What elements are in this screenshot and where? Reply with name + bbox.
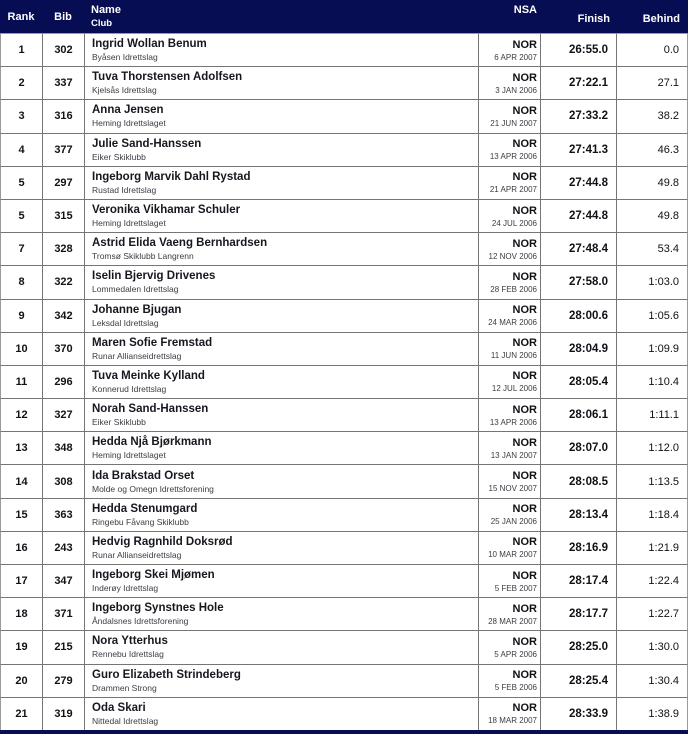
finish-time-cell: 28:25.4	[541, 665, 617, 697]
athlete-name: Ingeborg Marvik Dahl Rystad	[92, 170, 251, 183]
behind-time-cell: 1:10.4	[648, 375, 679, 388]
athlete-name: Norah Sand-Hanssen	[92, 403, 209, 416]
club-name: Åndalsnes Idrettsforening	[92, 616, 189, 627]
club-name: Konnerud Idrettslag	[92, 383, 167, 394]
finish-time-cell: 28:07.0	[541, 432, 617, 464]
rank-cell: 21	[1, 698, 43, 730]
nsa-cell	[479, 200, 541, 232]
rank-cell: 5	[1, 167, 43, 199]
rank-cell: 18	[1, 598, 43, 630]
finish-time-cell: 27:58.0	[541, 266, 617, 298]
table-row	[0, 432, 688, 465]
birth-date: 13 JAN 2007	[490, 450, 537, 460]
header-nsa: NSA	[513, 4, 537, 16]
athlete-name: Oda Skari	[92, 701, 146, 714]
header-bib: Bib	[54, 10, 72, 23]
table-row	[0, 333, 688, 366]
nsa-cell	[479, 665, 541, 697]
nsa-cell	[479, 598, 541, 630]
nsa-cell	[479, 67, 541, 99]
behind-time-cell: 49.8	[657, 176, 679, 189]
bib-cell: 316	[43, 100, 85, 132]
name-club-cell	[85, 134, 479, 166]
behind-time-cell: 1:12.0	[648, 442, 679, 455]
bib-cell: 347	[43, 565, 85, 597]
athlete-name: Ingeborg Synstnes Hole	[92, 602, 224, 615]
table-row	[0, 134, 688, 167]
birth-date: 18 MAR 2007	[488, 716, 537, 726]
header-club: Club	[91, 18, 113, 29]
table-row	[0, 233, 688, 266]
behind-time-cell: 53.4	[657, 243, 679, 256]
athlete-name: Ida Brakstad Orset	[92, 469, 195, 482]
name-club-cell	[85, 200, 479, 232]
club-name: Heming Idrettslaget	[92, 118, 166, 129]
finish-time-cell: 28:16.9	[541, 532, 617, 564]
behind-time-cell: 1:09.9	[648, 342, 679, 355]
finish-time-cell: 28:25.0	[541, 631, 617, 663]
nsa-cell	[479, 432, 541, 464]
birth-date: 5 FEB 2006	[494, 683, 537, 693]
finish-time-cell: 28:33.9	[541, 698, 617, 730]
birth-date: 11 JUN 2006	[490, 351, 537, 361]
finish-time-cell: 28:04.9	[541, 333, 617, 365]
bib-cell: 302	[43, 34, 85, 66]
name-club-cell	[85, 631, 479, 663]
birth-date: 12 NOV 2006	[488, 251, 537, 261]
birth-date: 24 JUL 2006	[491, 218, 537, 228]
nsa-code: NOR	[512, 204, 537, 217]
rank-cell: 13	[1, 432, 43, 464]
athlete-name: Tuva Thorstensen Adolfsen	[92, 71, 243, 84]
behind-time-cell: 1:11.1	[649, 409, 679, 422]
rank-cell: 4	[1, 134, 43, 166]
table-row	[0, 631, 688, 664]
name-club-cell	[85, 565, 479, 597]
table-row	[0, 532, 688, 565]
nsa-code: NOR	[512, 370, 537, 383]
birth-date: 3 JAN 2006	[495, 85, 537, 95]
name-club-cell	[85, 167, 479, 199]
finish-time-cell: 27:44.8	[541, 167, 617, 199]
header-rank: Rank	[7, 10, 35, 23]
behind-time-cell: 1:13.5	[648, 475, 679, 488]
table-row	[0, 34, 688, 67]
club-name: Eiker Skiklubb	[92, 417, 146, 428]
table-row	[0, 565, 688, 598]
bib-cell: 297	[43, 167, 85, 199]
bib-cell: 337	[43, 67, 85, 99]
club-name: Heming Idrettslaget	[92, 218, 166, 229]
finish-time-cell: 27:33.2	[541, 100, 617, 132]
name-club-cell	[85, 266, 479, 298]
birth-date: 21 APR 2007	[489, 185, 537, 195]
nsa-code: NOR	[512, 635, 537, 648]
bib-cell: 315	[43, 200, 85, 232]
finish-time-cell: 28:17.7	[541, 598, 617, 630]
name-club-cell	[85, 499, 479, 531]
rank-cell: 12	[1, 399, 43, 431]
nsa-code: NOR	[512, 38, 537, 51]
birth-date: 13 APR 2006	[489, 152, 537, 162]
athlete-name: Astrid Elida Vaeng Bernhardsen	[92, 237, 268, 250]
behind-time-cell: 49.8	[657, 210, 679, 223]
table-row	[0, 598, 688, 631]
table-body	[0, 33, 688, 730]
bib-cell: 377	[43, 134, 85, 166]
athlete-name: Hedda Njå Bjørkmann	[92, 436, 212, 449]
name-club-cell	[85, 100, 479, 132]
nsa-cell	[479, 465, 541, 497]
name-club-cell	[85, 432, 479, 464]
behind-time-cell: 1:38.9	[648, 707, 679, 720]
table-row	[0, 300, 688, 333]
nsa-cell	[479, 399, 541, 431]
rank-cell: 11	[1, 366, 43, 398]
nsa-cell	[479, 34, 541, 66]
bib-cell: 342	[43, 300, 85, 332]
nsa-code: NOR	[512, 702, 537, 715]
birth-date: 5 FEB 2007	[494, 583, 537, 593]
finish-time-cell: 28:00.6	[541, 300, 617, 332]
table-row	[0, 399, 688, 432]
rank-cell: 1	[1, 34, 43, 66]
name-club-cell	[85, 532, 479, 564]
athlete-name: Ingrid Wollan Benum	[92, 38, 207, 51]
club-name: Heming Idrettslaget	[92, 450, 166, 461]
club-name: Byåsen Idrettslag	[92, 52, 158, 63]
birth-date: 6 APR 2007	[494, 52, 537, 62]
nsa-code: NOR	[512, 503, 537, 516]
header-behind: Behind	[642, 12, 680, 25]
club-name: Eiker Skiklubb	[92, 151, 146, 162]
birth-date: 15 NOV 2007	[488, 484, 537, 494]
birth-date: 5 APR 2006	[494, 649, 537, 659]
club-name: Inderøy Idrettslag	[92, 583, 159, 594]
nsa-cell	[479, 366, 541, 398]
club-name: Nittedal Idrettslag	[92, 715, 159, 726]
birth-date: 21 JUN 2007	[490, 118, 537, 128]
birth-date: 13 APR 2006	[489, 417, 537, 427]
bib-cell: 243	[43, 532, 85, 564]
nsa-code: NOR	[512, 138, 537, 151]
name-club-cell	[85, 465, 479, 497]
bib-cell: 322	[43, 266, 85, 298]
nsa-cell	[479, 233, 541, 265]
athlete-name: Iselin Bjervig Drivenes	[92, 270, 216, 283]
club-name: Runar Allianseidrettslag	[92, 350, 182, 361]
header-finish: Finish	[577, 12, 610, 25]
nsa-code: NOR	[512, 470, 537, 483]
behind-time-cell: 38.2	[657, 110, 679, 123]
bib-cell: 328	[43, 233, 85, 265]
behind-time-cell: 1:21.9	[648, 541, 679, 554]
club-name: Drammen Strong	[92, 682, 157, 693]
bib-cell: 215	[43, 631, 85, 663]
bib-cell: 348	[43, 432, 85, 464]
nsa-cell	[479, 333, 541, 365]
table-row	[0, 266, 688, 299]
nsa-code: NOR	[512, 104, 537, 117]
header-name: Name	[91, 4, 121, 16]
name-club-cell	[85, 399, 479, 431]
table-row	[0, 465, 688, 498]
table-row	[0, 366, 688, 399]
birth-date: 24 MAR 2006	[488, 318, 537, 328]
table-row	[0, 67, 688, 100]
club-name: Tromsø Skiklubb Langrenn	[92, 251, 194, 262]
athlete-name: Anna Jensen	[92, 104, 164, 117]
nsa-code: NOR	[512, 71, 537, 84]
club-name: Runar Allianseidrettslag	[92, 549, 182, 560]
behind-time-cell: 1:05.6	[648, 309, 679, 322]
nsa-cell	[479, 698, 541, 730]
table-header-row	[0, 0, 688, 33]
bib-cell: 308	[43, 465, 85, 497]
name-club-cell	[85, 366, 479, 398]
nsa-cell	[479, 532, 541, 564]
bib-cell: 319	[43, 698, 85, 730]
birth-date: 28 MAR 2007	[488, 616, 537, 626]
athlete-name: Guro Elizabeth Strindeberg	[92, 668, 241, 681]
athlete-name: Tuva Meinke Kylland	[92, 369, 205, 382]
club-name: Leksdal Idrettslag	[92, 317, 159, 328]
behind-time-cell: 27.1	[657, 77, 679, 90]
nsa-cell	[479, 300, 541, 332]
behind-time-cell: 1:30.4	[648, 674, 679, 687]
rank-cell: 17	[1, 565, 43, 597]
rank-cell: 9	[1, 300, 43, 332]
name-club-cell	[85, 34, 479, 66]
rank-cell: 15	[1, 499, 43, 531]
nsa-code: NOR	[512, 669, 537, 682]
nsa-cell	[479, 499, 541, 531]
nsa-cell	[479, 167, 541, 199]
behind-time-cell: 1:30.0	[648, 641, 679, 654]
nsa-code: NOR	[512, 337, 537, 350]
nsa-code: NOR	[512, 536, 537, 549]
name-club-cell	[85, 333, 479, 365]
birth-date: 28 FEB 2006	[490, 284, 537, 294]
birth-date: 10 MAR 2007	[488, 550, 537, 560]
bib-cell: 370	[43, 333, 85, 365]
finish-time-cell: 27:41.3	[541, 134, 617, 166]
table-row	[0, 698, 688, 730]
birth-date: 12 JUL 2006	[491, 384, 537, 394]
finish-time-cell: 27:48.4	[541, 233, 617, 265]
nsa-code: NOR	[512, 403, 537, 416]
club-name: Molde og Omegn Idrettsforening	[92, 483, 214, 494]
finish-time-cell: 28:13.4	[541, 499, 617, 531]
finish-time-cell: 26:55.0	[541, 34, 617, 66]
athlete-name: Julie Sand-Hanssen	[92, 137, 202, 150]
athlete-name: Nora Ytterhus	[92, 635, 168, 648]
finish-time-cell: 28:17.4	[541, 565, 617, 597]
nsa-code: NOR	[512, 569, 537, 582]
rank-cell: 20	[1, 665, 43, 697]
athlete-name: Hedvig Ragnhild Doksrød	[92, 535, 233, 548]
finish-time-cell: 28:08.5	[541, 465, 617, 497]
behind-time-cell: 0.0	[663, 44, 679, 57]
header-name-club	[84, 0, 480, 33]
rank-cell: 19	[1, 631, 43, 663]
nsa-code: NOR	[512, 436, 537, 449]
table-row	[0, 200, 688, 233]
athlete-name: Veronika Vikhamar Schuler	[92, 204, 241, 217]
table-row	[0, 665, 688, 698]
rank-cell: 2	[1, 67, 43, 99]
rank-cell: 16	[1, 532, 43, 564]
athlete-name: Maren Sofie Fremstad	[92, 336, 213, 349]
nsa-cell	[479, 134, 541, 166]
behind-time-cell: 46.3	[657, 143, 679, 156]
nsa-cell	[479, 100, 541, 132]
club-name: Ringebu Fåvang Skiklubb	[92, 516, 189, 527]
behind-time-cell: 1:03.0	[648, 276, 679, 289]
rank-cell: 14	[1, 465, 43, 497]
behind-time-cell: 1:22.7	[648, 608, 679, 621]
name-club-cell	[85, 598, 479, 630]
nsa-code: NOR	[512, 270, 537, 283]
birth-date: 25 JAN 2006	[490, 517, 537, 527]
name-club-cell	[85, 300, 479, 332]
name-club-cell	[85, 698, 479, 730]
athlete-name: Ingeborg Skei Mjømen	[92, 569, 215, 582]
bib-cell: 327	[43, 399, 85, 431]
club-name: Lommedalen Idrettslag	[92, 284, 179, 295]
table-bottom-border	[0, 730, 688, 734]
bib-cell: 363	[43, 499, 85, 531]
name-club-cell	[85, 665, 479, 697]
bib-cell: 296	[43, 366, 85, 398]
bib-cell: 279	[43, 665, 85, 697]
behind-time-cell: 1:18.4	[648, 508, 679, 521]
club-name: Kjelsås Idrettslag	[92, 85, 157, 96]
athlete-name: Johanne Bjugan	[92, 303, 182, 316]
club-name: Rennebu Idrettslag	[92, 649, 164, 660]
table-row	[0, 100, 688, 133]
rank-cell: 8	[1, 266, 43, 298]
behind-time-cell: 1:22.4	[648, 575, 679, 588]
bib-cell: 371	[43, 598, 85, 630]
nsa-code: NOR	[512, 171, 537, 184]
rank-cell: 10	[1, 333, 43, 365]
name-club-cell	[85, 67, 479, 99]
finish-time-cell: 28:06.1	[541, 399, 617, 431]
athlete-name: Hedda Stenumgard	[92, 502, 198, 515]
nsa-cell	[479, 631, 541, 663]
finish-time-cell: 27:44.8	[541, 200, 617, 232]
nsa-cell	[479, 266, 541, 298]
nsa-cell	[479, 565, 541, 597]
finish-time-cell: 28:05.4	[541, 366, 617, 398]
table-row	[0, 167, 688, 200]
name-club-cell	[85, 233, 479, 265]
nsa-code: NOR	[512, 602, 537, 615]
finish-time-cell: 27:22.1	[541, 67, 617, 99]
table-row	[0, 499, 688, 532]
nsa-code: NOR	[512, 304, 537, 317]
rank-cell: 3	[1, 100, 43, 132]
rank-cell: 5	[1, 200, 43, 232]
nsa-code: NOR	[512, 237, 537, 250]
club-name: Rustad Idrettslag	[92, 184, 157, 195]
rank-cell: 7	[1, 233, 43, 265]
